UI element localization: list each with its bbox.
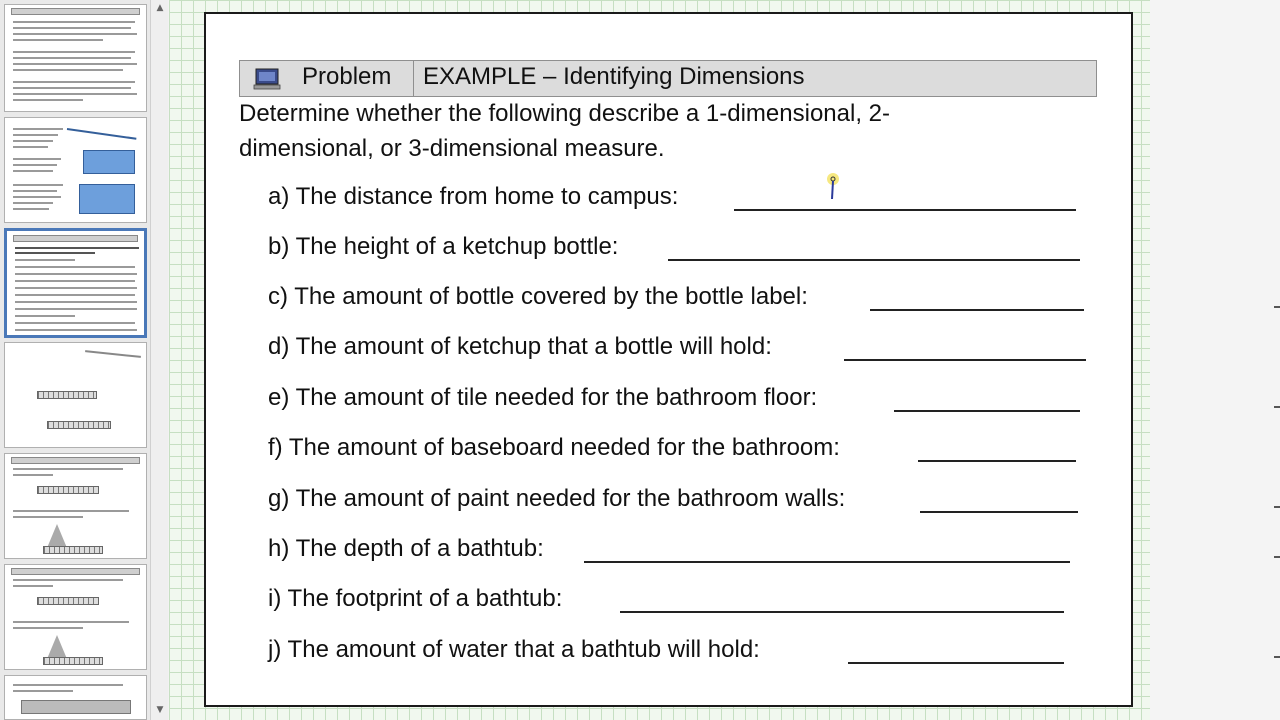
question-b: b) The height of a ketchup bottle: — [268, 233, 619, 260]
slide-page[interactable] — [204, 12, 1133, 707]
answer-line-i[interactable] — [620, 611, 1064, 613]
slide-thumbnail-3[interactable] — [4, 228, 147, 338]
slide-thumbnail-4[interactable] — [4, 342, 147, 448]
answer-line-j[interactable] — [848, 662, 1064, 664]
right-gutter — [1150, 0, 1280, 720]
question-c: c) The amount of bottle covered by the bottle label: — [268, 283, 808, 310]
question-g: g) The amount of paint needed for the bathroom walls: — [268, 485, 846, 512]
problem-header-bar — [239, 60, 1097, 97]
answer-line-h[interactable] — [584, 561, 1070, 563]
answer-line-f[interactable] — [918, 460, 1076, 462]
answer-line-g[interactable] — [920, 511, 1078, 513]
answer-line-b[interactable] — [668, 259, 1080, 261]
answer-line-a[interactable] — [734, 209, 1076, 211]
answer-line-c[interactable] — [870, 309, 1084, 311]
slide-thumbnail-7[interactable] — [4, 675, 147, 720]
scroll-up-icon[interactable]: ▲ — [156, 3, 164, 13]
question-d: d) The amount of ketchup that a bottle will hold: — [268, 333, 772, 360]
question-f: f) The amount of baseboard needed for the bathroom: — [268, 434, 840, 461]
question-e: e) The amount of tile needed for the bathroom floor: — [268, 384, 818, 411]
question-j: j) The amount of water that a bathtub will hold: — [268, 636, 760, 663]
slide-thumbnail-pane — [0, 0, 152, 720]
slide-thumbnail-2[interactable] — [4, 117, 147, 223]
computer-icon — [253, 68, 281, 90]
answer-line-e[interactable] — [894, 410, 1080, 412]
thumbnail-scrollbar[interactable] — [150, 0, 168, 720]
scroll-down-icon[interactable]: ▼ — [156, 705, 164, 715]
slide-thumbnail-5[interactable] — [4, 453, 147, 559]
header-divider — [413, 61, 414, 96]
slide-thumbnail-6[interactable] — [4, 564, 147, 670]
answer-line-d[interactable] — [844, 359, 1086, 361]
intro-text: Determine whether the following describe a 1-dimensional, 2-dimensional, or 3-dimensional measure. — [239, 100, 890, 162]
slide-thumbnail-1[interactable] — [4, 4, 147, 112]
problem-label: Problem — [302, 63, 392, 90]
pen-cursor-icon — [826, 172, 840, 202]
question-i: i) The footprint of a bathtub: — [268, 585, 563, 612]
question-a: a) The distance from home to campus: — [268, 183, 679, 210]
question-h: h) The depth of a bathtub: — [268, 535, 544, 562]
slide-title: EXAMPLE – Identifying Dimensions — [423, 63, 805, 90]
